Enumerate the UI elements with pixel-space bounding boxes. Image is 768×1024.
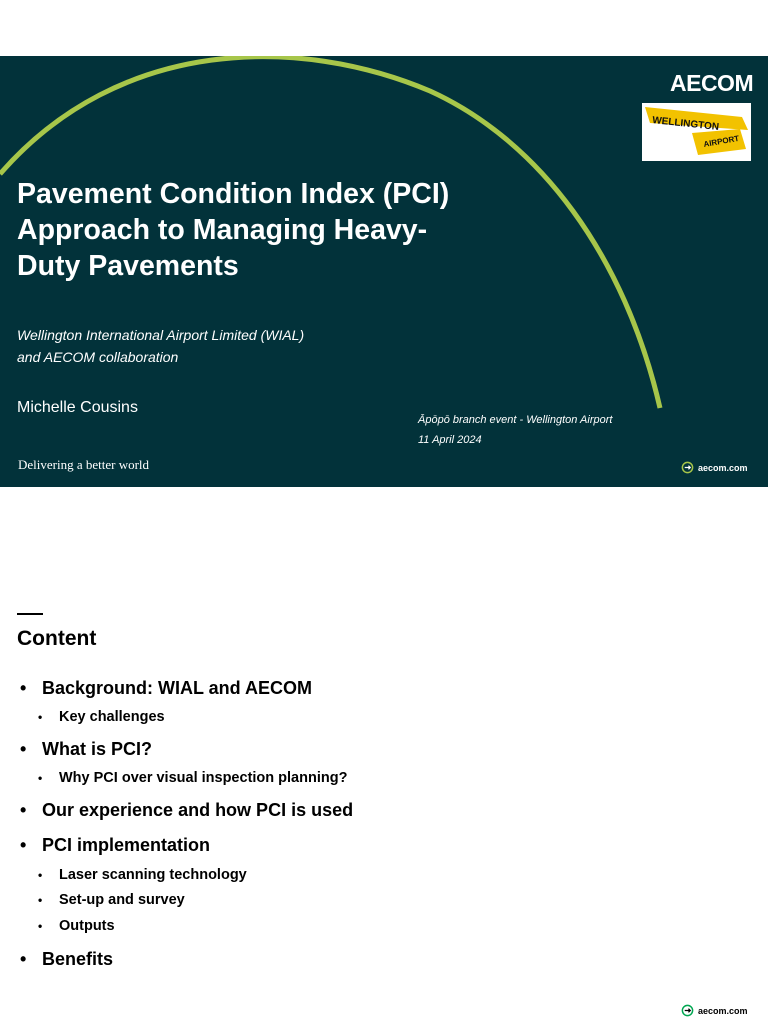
- tagline: Delivering a better world: [18, 457, 150, 472]
- list-subitem: • Key challenges: [38, 709, 165, 725]
- airport-logo-text-2: AIRPORT: [702, 133, 740, 149]
- list-subitem: • Why PCI over visual inspection planning?: [38, 770, 348, 786]
- author-name: Michelle Cousins: [17, 399, 138, 416]
- title-line: Approach to Managing Heavy-: [17, 214, 428, 246]
- content-slide: [0, 487, 768, 1024]
- list-item: • Benefits: [20, 949, 114, 969]
- list-item: • What is PCI?: [20, 739, 153, 759]
- website-text: aecom.com: [698, 462, 748, 473]
- airport-logo-graphic: [642, 103, 751, 161]
- list-item: • PCI implementation: [20, 835, 211, 855]
- event-name: Āpōpō branch event - Wellington Airport: [418, 414, 613, 426]
- title-slide: [0, 56, 768, 487]
- title-accent-line: [17, 613, 43, 615]
- website-text: aecom.com: [698, 1005, 748, 1016]
- website-link[interactable]: [681, 1004, 748, 1017]
- globe-arrow-icon: [681, 461, 694, 474]
- list-item: • Background: WIAL and AECOM: [20, 678, 312, 698]
- title-line: Duty Pavements: [17, 250, 239, 282]
- globe-arrow-icon: [681, 1004, 694, 1017]
- content-title: Content: [17, 627, 97, 650]
- slide-subtitle: [17, 324, 304, 368]
- website-link[interactable]: [681, 461, 748, 474]
- title-line: Pavement Condition Index (PCI): [17, 178, 450, 210]
- subtitle-line: and AECOM collaboration: [17, 349, 179, 365]
- list-subitem: • Set-up and survey: [38, 892, 185, 908]
- airport-logo-text-1: WELLINGTON: [651, 115, 720, 133]
- aecom-logo: AECOM: [670, 70, 754, 96]
- wellington-airport-logo: [642, 103, 751, 161]
- list-subitem: • Outputs: [38, 918, 115, 934]
- subtitle-line: Wellington International Airport Limited (WIAL): [17, 327, 305, 343]
- list-item: • Our experience and how PCI is used: [20, 800, 354, 820]
- list-subitem: • Laser scanning technology: [38, 867, 247, 883]
- event-date: 11 April 2024: [418, 434, 482, 446]
- slide-title: [17, 176, 537, 284]
- event-info: [418, 410, 612, 450]
